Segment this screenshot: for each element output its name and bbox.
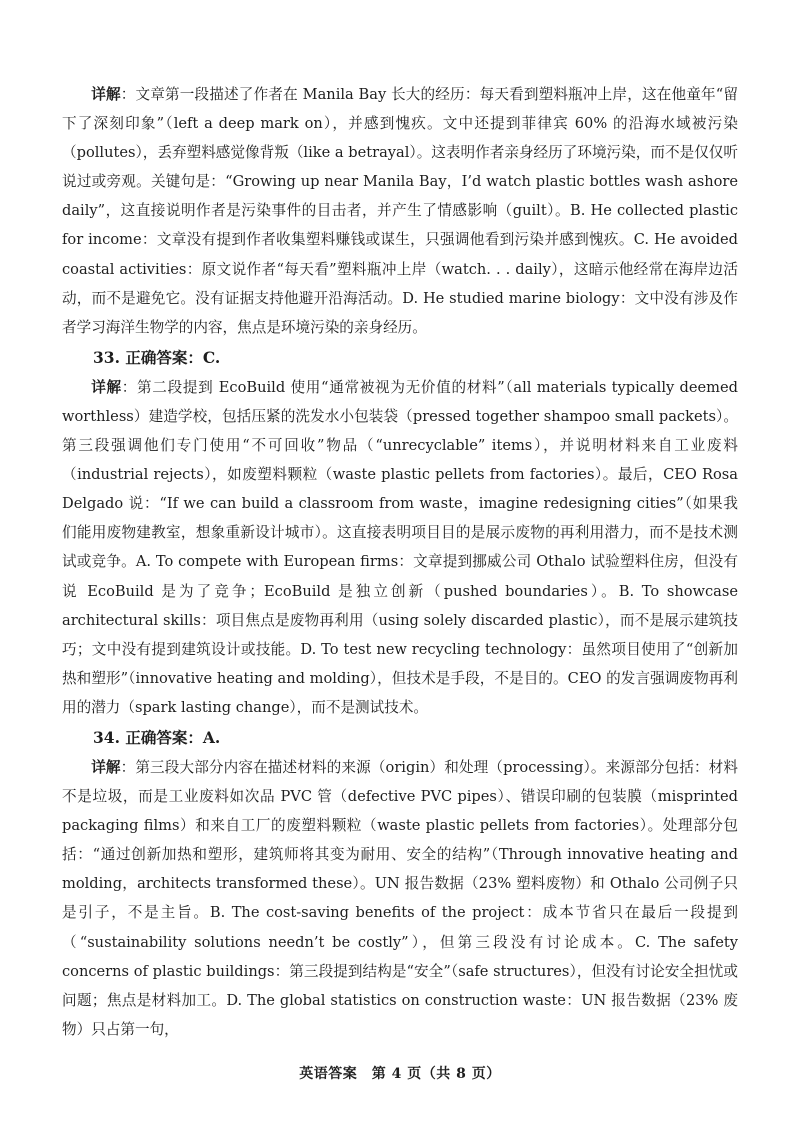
explanation-label: 详解 — [91, 378, 122, 396]
page-footer: 英语答案 第 4 页（共 8 页） — [299, 1066, 501, 1082]
answer-heading-33: 33. 正确答案：C. — [93, 347, 221, 367]
explanation-label: 详解 — [91, 86, 121, 103]
explanation-text: ：第三段大部分内容在描述材料的来源（origin）和处理（processing）。来源部分包括：材料不是垃圾，而是工业废料如次品 PVC 管（defective PVC pipes）、错误印刷的包装膜（misprinted packaging films）和来自工厂的废塑料颗粒（waste plastic pellets from factories）。处理部分包括：“通过创新加热和塑形，建筑师将其变为耐用、安全的结构”（Through innovative heating and molding，architects transformed these）。UN 报告数据（23% 塑料废物）和 Othalo 公司例子只是引子，不是主旨。B. The cost-saving benefits of the project：成本节省只在最后一段提到（“sustainability solutions needn’t be costly”），但第三段没有讨论成本。C. The safety concerns of plastic buildings：第三段提到结构是“安全”（safe structures），但没有讨论安全担忧或问题；焦点是材料加工。D. The global statistics on construction waste：UN 报告数据（23% 废物）只占第一句， — [62, 758, 738, 1038]
answer-heading-34: 34. 正确答案：A. — [93, 727, 221, 747]
answer-explanations — [62, 80, 738, 1044]
explanation-34 — [62, 753, 738, 1044]
explanation-33 — [62, 373, 738, 722]
explanation-text: ：文章第一段描述了作者在 Manila Bay 长大的经历：每天看到塑料瓶冲上岸，这在他童年“留下了深刻印象”（left a deep mark on），并感到愧疚。文中还提到菲律宾 60% 的沿海水域被污染（pollutes），丢弃塑料感觉像背叛（like a betrayal）。这表明作者亲身经历了环境污染，而不是仅仅听说过或旁观。关键句是：“Growing up near Manila Bay，I’d watch plastic bottles wash ashore daily”，这直接说明作者是污染事件的目击者，并产生了情感影响（guilt）。B. He collected plastic for income：文章没有提到作者收集塑料赚钱或谋生，只强调他看到污染并感到愧疚。C. He avoided coastal activities：原文说作者“每天看”塑料瓶冲上岸（watch. . . daily），这暗示他经常在海岸边活动，而不是避免它。没有证据支持他避开沿海活动。D. He studied marine biology：文中没有涉及作者学习海洋生物学的内容，焦点是环境污染的亲身经历。 — [62, 86, 738, 336]
explanation-32 — [62, 80, 738, 342]
explanation-label: 详解 — [91, 758, 121, 776]
explanation-text: ：第二段提到 EcoBuild 使用“通常被视为无价值的材料”（all materials typically deemed worthless）建造学校，包括压紧的洗发水小包装袋（pressed together shampoo small packets）。第三段强调他们专门使用“不可回收”物品（“unrecyclable” items），并说明材料来自工业废料（industrial rejects），如废塑料颗粒（waste plastic pellets from factories）。最后，CEO Rosa Delgado 说：“If we can build a classroom from waste，imagine redesigning cities”（如果我们能用废物建教室，想象重新设计城市）。这直接表明项目目的是展示废物的再利用潜力，而不是技术测试或竞争。A. To compete with European firms：文章提到挪威公司 Othalo 试验塑料住房，但没有说 EcoBuild 是为了竞争；EcoBuild 是独立创新（pushed boundaries）。B. To showcase architectural skills：项目焦点是废物再利用（using solely discarded plastic），而不是展示建筑技巧；文中没有提到建筑设计或技能。D. To test new recycling technology：虽然项目使用了“创新加热和塑形”（innovative heating and molding），但技术是手段，不是目的。CEO 的发言强调废物再利用的潜力（spark lasting change），而不是测试技术。 — [62, 378, 738, 716]
